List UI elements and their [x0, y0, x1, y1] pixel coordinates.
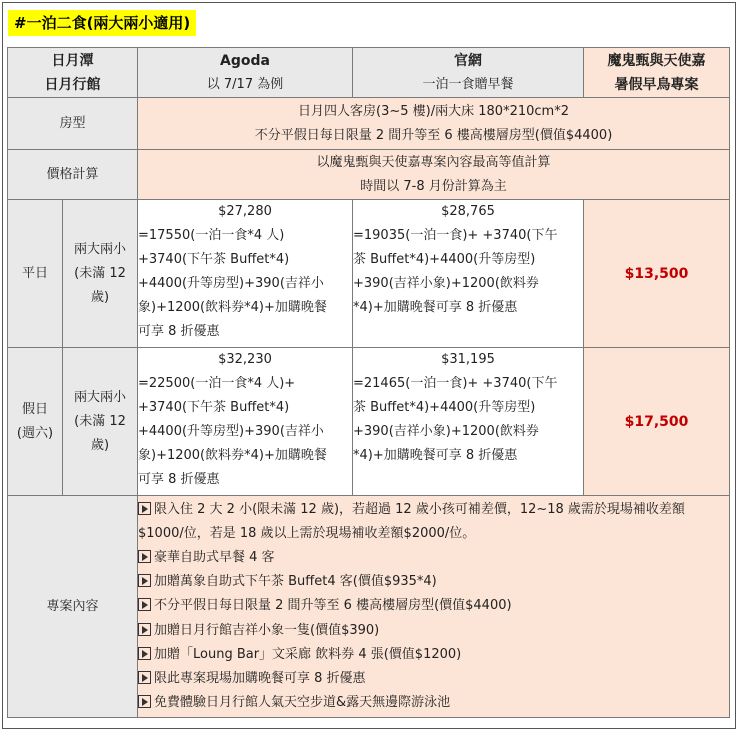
weekday-agoda-line: +4400(升等房型)+390(吉祥小: [138, 276, 324, 291]
plan-item: [138, 619, 729, 643]
weekday-guests: [63, 200, 138, 348]
holiday-guests-line: 歲): [90, 437, 110, 453]
holiday-label: [8, 348, 63, 496]
play-box-icon: [138, 550, 151, 563]
holiday-official-line: *4)+加購晚餐可享 8 折優惠: [353, 448, 518, 463]
holiday-official-line: +390(吉祥小象)+1200(飲料券: [353, 424, 539, 439]
plan-item-text: 加贈日月行館吉祥小象一隻(價值$390): [154, 622, 380, 638]
weekday-label: 平日: [8, 200, 63, 348]
header-agoda: [138, 48, 353, 98]
holiday-label-line1: 假日: [21, 401, 48, 417]
plan-item-text: 豪華自助式早餐 4 客: [154, 549, 275, 565]
holiday-agoda-price: [138, 348, 353, 496]
plan-item: [138, 570, 729, 594]
header-agoda-line2: 以 7/17 為例: [206, 76, 284, 92]
room-type-label: 房型: [8, 98, 138, 150]
header-special: [584, 48, 730, 98]
holiday-special-price: $17,500: [584, 348, 730, 496]
plan-item-text: 加贈萬象自助式下午茶 Buffet4 客(價值$935*4): [154, 574, 437, 590]
plan-item-text: 限此專案現場加購晚餐可享 8 折優惠: [154, 671, 366, 686]
plan-item: [138, 498, 729, 546]
plan-content: [138, 496, 730, 718]
weekday-guests-line: (未滿 12: [74, 265, 126, 281]
header-official-line1: 官網: [454, 52, 482, 69]
play-box-icon: [138, 647, 151, 660]
weekday-official-line: *4)+加購晚餐可享 8 折優惠: [353, 300, 518, 315]
plan-item-text: 加贈「Loung Bar」文采廊 飲料券 4 張(價值$1200): [154, 646, 462, 662]
page-title: #一泊二食(兩大兩小適用): [8, 10, 196, 36]
header-agoda-line1: Agoda: [220, 52, 270, 69]
play-box-icon: [138, 574, 151, 587]
price-calc-label: 價格計算: [8, 150, 138, 200]
weekday-row: [8, 200, 730, 348]
play-box-icon: [138, 671, 151, 684]
plan-label: 專案內容: [8, 496, 138, 718]
plan-item-text: 限入住 2 大 2 小(限未滿 12 歲)，若超過 12 歲小孩可補差價，12~18 歲需於現場補收差額$1000/位，若是 18 歲以上需於現場補收差額$2000/位。: [138, 501, 685, 541]
room-type-line2: 不分平假日每日限量 2 間升等至 6 樓高樓層房型(價值$4400): [254, 127, 613, 143]
holiday-agoda-total: $32,230: [218, 352, 272, 367]
plan-item: [138, 546, 729, 570]
room-type-content: [138, 98, 730, 150]
holiday-guests: [63, 348, 138, 496]
holiday-official-price: [353, 348, 584, 496]
weekday-agoda-line: +3740(下午茶 Buffet*4): [138, 252, 290, 267]
comparison-table: [7, 47, 730, 718]
price-calc-line1: 以魔鬼甄與天使嘉專案內容最高等值計算: [316, 154, 551, 170]
header-row: [8, 48, 730, 98]
header-hotel-line2: 日月行館: [44, 76, 101, 93]
play-box-icon: [138, 502, 151, 515]
holiday-guests-line: (未滿 12: [74, 413, 126, 429]
plan-item-text: 免費體驗日月行館人氣天空步道&露天無邊際游泳池: [154, 695, 451, 711]
plan-item: [138, 691, 729, 715]
holiday-agoda-line: +3740(下午茶 Buffet*4): [138, 400, 290, 415]
header-hotel-line1: 日月潭: [51, 52, 94, 69]
play-box-icon: [138, 695, 151, 708]
weekday-official-line: +390(吉祥小象)+1200(飲料券: [353, 276, 539, 291]
play-box-icon: [138, 598, 151, 611]
weekday-agoda-line: 可享 8 折優惠: [138, 324, 220, 339]
weekday-guests-line: 兩大兩小: [73, 241, 126, 257]
weekday-official-line: 茶 Buffet*4)+4400(升等房型): [353, 252, 536, 267]
price-calc-content: [138, 150, 730, 200]
holiday-agoda-line: +4400(升等房型)+390(吉祥小: [138, 424, 324, 439]
header-official-line2: 一泊一食贈早餐: [422, 76, 514, 92]
header-hotel: [8, 48, 138, 98]
play-box-icon: [138, 623, 151, 636]
weekday-guests-line: 歲): [90, 289, 110, 305]
holiday-official-line: =21465(一泊一食)+ +3740(下午: [353, 376, 558, 391]
holiday-agoda-line: 象)+1200(飲料券*4)+加購晚餐: [138, 448, 327, 463]
plan-row: [8, 496, 730, 718]
price-calc-row: [8, 150, 730, 200]
header-special-line1: 魔鬼甄與天使嘉: [607, 52, 706, 69]
header-special-line2: 暑假早鳥專案: [614, 76, 699, 93]
holiday-official-total: $31,195: [441, 352, 495, 367]
plan-item: [138, 667, 729, 691]
weekday-agoda-line: =17550(一泊一食*4 人): [138, 228, 285, 243]
room-type-row: [8, 98, 730, 150]
weekday-official-price: [353, 200, 584, 348]
plan-item: [138, 594, 729, 618]
price-calc-line2: 時間以 7-8 月份計算為主: [360, 178, 507, 194]
weekday-official-total: $28,765: [441, 204, 495, 219]
holiday-agoda-line: =22500(一泊一食*4 人)+: [138, 376, 296, 391]
weekday-agoda-total: $27,280: [218, 204, 272, 219]
weekday-agoda-line: 象)+1200(飲料券*4)+加購晚餐: [138, 300, 327, 315]
weekday-special-price: $13,500: [584, 200, 730, 348]
weekday-official-line: =19035(一泊一食)+ +3740(下午: [353, 228, 558, 243]
holiday-guests-line: 兩大兩小: [73, 389, 126, 405]
holiday-row: [8, 348, 730, 496]
plan-item-text: 不分平假日每日限量 2 間升等至 6 樓高樓層房型(價值$4400): [154, 598, 512, 614]
header-official: [353, 48, 584, 98]
weekday-agoda-price: [138, 200, 353, 348]
holiday-agoda-line: 可享 8 折優惠: [138, 472, 220, 487]
holiday-official-line: 茶 Buffet*4)+4400(升等房型): [353, 400, 536, 415]
room-type-line1: 日月四人客房(3~5 樓)/兩大床 180*210cm*2: [298, 103, 569, 119]
plan-item: [138, 643, 729, 667]
holiday-label-line2: (週六): [16, 425, 54, 441]
